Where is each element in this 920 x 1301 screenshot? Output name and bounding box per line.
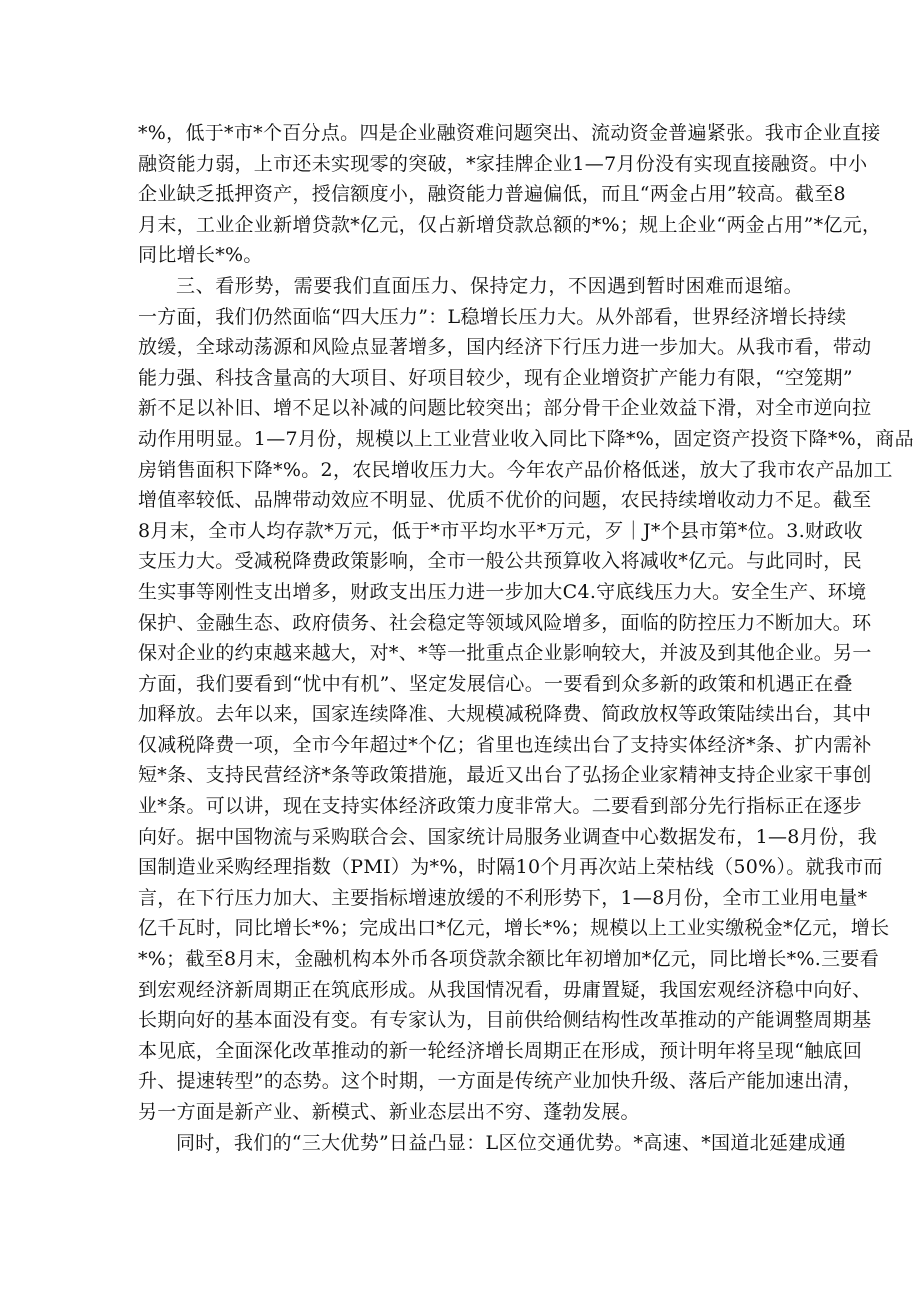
text-line: 同时，我们的“三大优势”日益凸显：L区位交通优势。*高速、*国道北延建成通 [176, 1131, 847, 1154]
text-line: 同比增长*%。 [138, 244, 263, 267]
text-line: 另一方面是新产业、新模式、新业态层出不穷、蓬勃发展。 [138, 1101, 640, 1123]
text-line: 长期向好的基本面没有变。有专家认为，目前供给侧结构性改革推动的产能调整周期基 [138, 1009, 872, 1032]
text-line: 一方面，我们仍然面临“四大压力”：L稳增长压力大。从外部看，世界经济增长持续 [138, 305, 847, 328]
text-line: 业*条。可以讲，现在支持实体经济政策力度非常大。二要看到部分先行指标正在逐步 [138, 795, 862, 818]
text-line: 保对企业的约束越来越大，对*、*等一批重点企业影响较大，并波及到其他企业。另一 [138, 642, 872, 665]
text-line: 能力强、科技含量高的大项目、好项目较少，现有企业增资扩产能力有限，“空笼期” [138, 366, 853, 389]
text-line: 国制造业采购经理指数（PMI）为*%，时隔10个月再次站上荣枯线（50%）。就我市而 [138, 856, 883, 879]
document-body [138, 118, 914, 1158]
text-line: 8月末，全市人均存款*万元，低于*市平均水平*万元，歹｜J*个县市第*位。3.财政收 [138, 519, 863, 542]
text-line: 新不足以补旧、增不足以补减的问题比较突出；部分骨干企业效益下滑，对全市逆向拉 [138, 397, 872, 420]
text-line: 向好。据中国物流与采购联合会、国家统计局服务业调查中心数据发布，1—8月份，我 [138, 825, 877, 848]
text-line: 仅减税降费一项，全市今年超过*个亿；省里也连续出台了支持实体经济*条、扩内需补 [138, 733, 872, 756]
text-line: 支压力大。受减税降费政策影响，全市一般公共预算收入将减收*亿元。与此同时，民 [138, 550, 862, 573]
text-line: 放缓，全球动荡源和风险点显著增多，国内经济下行压力进一步加大。从我市看，带动 [138, 336, 872, 359]
section-heading: 三、看形势，需要我们直面压力、保持定力，不因遇到暂时困难而退缩。 [176, 274, 804, 297]
text-line: 亿千瓦时，同比增长*%；完成出口*亿元，增长*%；规模以上工业实缴税金*亿元，增长 [138, 917, 890, 940]
text-line: 言，在下行压力加大、主要指标增速放缓的不利形势下，1—8月份，全市工业用电量* [138, 886, 868, 909]
text-line: *%，低于*市*个百分点。四是企业融资难问题突出、流动资金普遍紧张。我市企业直接 [138, 122, 881, 144]
text-line: 融资能力弱，上市还未实现零的突破，*家挂牌企业1—7月份没有实现直接融资。中小 [138, 152, 868, 175]
text-line: 本见底，全面深化改革推动的新一轮经济增长周期正在形成，预计明年将呈现“触底回 [138, 1039, 863, 1062]
text-line: 方面，我们要看到“忧中有机”、坚定发展信心。一要看到众多新的政策和机遇正在叠 [138, 672, 853, 695]
text-line: 月末，工业企业新增贷款*亿元，仅占新增贷款总额的*%；规上企业“两金占用”*亿元， [138, 213, 882, 236]
text-line: 短*条、支持民营经济*条等政策措施，最近又出台了弘扬企业家精神支持企业家干事创 [138, 764, 872, 787]
text-line: 动作用明显。1—7月份，规模以上工业营业收入同比下降*%，固定资产投资下降*%，商品 [138, 427, 914, 450]
text-line: 生实事等刚性支出增多，财政支出压力进一步加大C4.守底线压力大。安全生产、环境 [138, 580, 867, 603]
text-line: 企业缺乏抵押资产，授信额度小，融资能力普遍偏低，而且“两金占用”较高。截至8 [138, 183, 846, 206]
text-line: 保护、金融生态、政府债务、社会稳定等领域风险增多，面临的防控压力不断加大。环 [138, 611, 872, 634]
text-line: 增值率较低、品牌带动效应不明显、优质不优价的问题，农民持续增收动力不足。截至 [138, 489, 872, 512]
text-line: 加释放。去年以来，国家连续降准、大规模减税降费、简政放权等政策陆续出台，其中 [138, 703, 872, 726]
text-line: 到宏观经济新周期正在筑底形成。从我国情况看，毋庸置疑，我国宏观经济稳中向好、 [138, 978, 872, 1001]
text-line: 房销售面积下降*%。2，农民增收压力大。今年农产品价格低迷，放大了我市农产品加工 [138, 458, 893, 481]
text-line: 升、提速转型”的态势。这个时期，一方面是传统产业加快升级、落后产能加速出清， [138, 1070, 863, 1093]
text-line: *%；截至8月末，金融机构本外币各项贷款余额比年初增加*亿元，同比增长*%.三要看 [138, 948, 880, 971]
